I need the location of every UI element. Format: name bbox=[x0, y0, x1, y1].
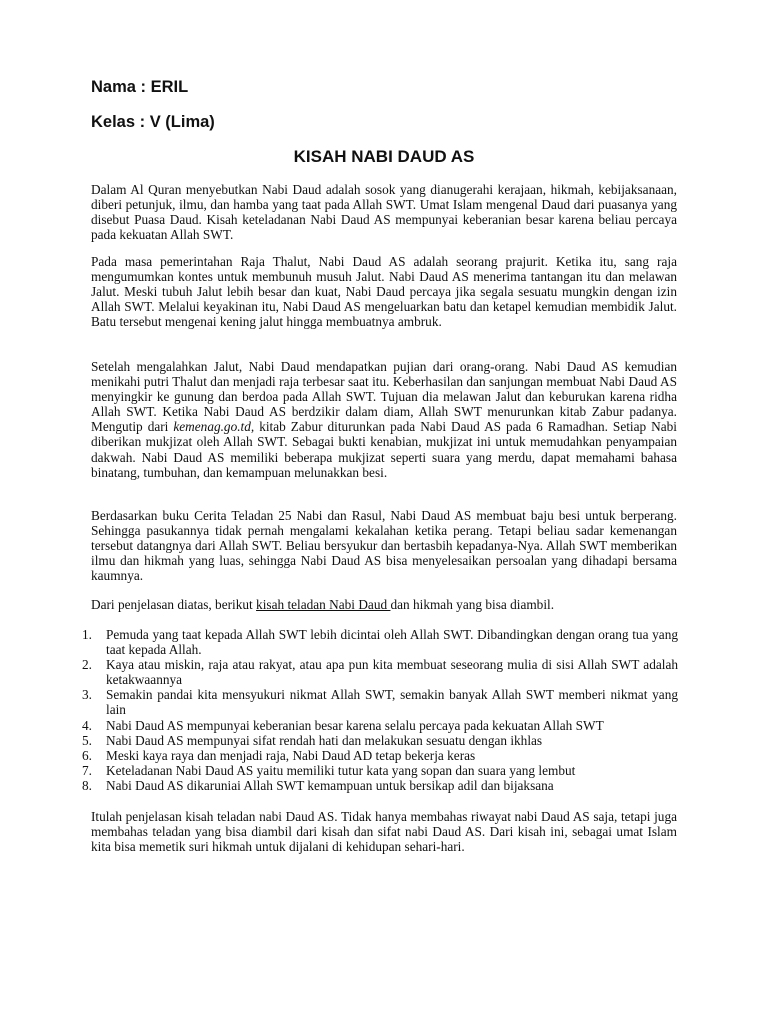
list-item bbox=[72, 657, 678, 687]
document-title: KISAH NABI DAUD AS bbox=[293, 147, 475, 166]
list-item-text: Pemuda yang taat kepada Allah SWT lebih dicintai oleh Allah SWT. Dibandingkan dengan orang tua yang taat kepada Allah. bbox=[106, 627, 678, 658]
kisah-teladan-link[interactable]: kisah teladan Nabi Daud bbox=[256, 597, 391, 612]
list-item-text: Meski kaya raya dan menjadi raja, Nabi Daud AD tetap bekerja keras bbox=[106, 747, 476, 763]
list-item-text: Nabi Daud AS mempunyai keberanian besar karena selalu percaya pada kekuatan Allah SWT bbox=[106, 717, 604, 733]
list-item-number: 6. bbox=[82, 747, 92, 763]
list-intro-part-b: dan hikmah yang bisa diambil. bbox=[390, 597, 555, 612]
list-item-number: 2. bbox=[82, 657, 92, 673]
list-item-number: 4. bbox=[82, 717, 92, 733]
list-item-number: 7. bbox=[82, 762, 92, 778]
paragraph-baju-besi: Berdasarkan buku Cerita Teladan 25 Nabi dan Rasul, Nabi Daud AS membuat baju besi untuk berperang. Sehingga pasukannya tidak pernah mengalami kekalahan ketika perang. Tetapi beliau sadar kemenangan tersebut datangnya dari Allah SWT. Beliau bersyukur dan bertasbih kepadanya-Nya. Allah SWT memberikan ilmu dan hikmah yang luas, sehingga Nabi Daud AS bisa menyelesaikan persoalan yang dihadapi bersama kaumnya. bbox=[91, 508, 677, 584]
list-item bbox=[72, 718, 678, 733]
list-intro-part-a: Dari penjelasan diatas, berikut bbox=[91, 597, 257, 612]
list-item bbox=[72, 733, 678, 748]
list-item bbox=[72, 778, 678, 793]
list-item-number: 1. bbox=[82, 627, 92, 642]
list-item-text: Kaya atau miskin, raja atau rakyat, atau apa pun kita membuat seseorang mulia di sisi Allah SWT adalah ketakwaannya bbox=[106, 657, 678, 688]
paragraph-zabur-part-a: Setelah mengalahkan Jalut, Nabi Daud mendapatkan pujian dari orang-orang. Nabi Daud AS kemudian menikahi putri Thalut dan menjadi raja terbesar saat itu. Keberhasilan dan sanjungan membuat Nabi Daud AS menyingkir ke gunung dan berdoa pada Allah SWT. Tujuan dia melawan Jalut dan keburukan karena ridha Allah SWT. Ketika Nabi Daud AS berdzikir dalam diam, Allah SWT menurunkan kitab Zabur padanya. Mengutip dari bbox=[91, 359, 677, 435]
list-item bbox=[72, 748, 678, 763]
paragraph-list-intro bbox=[91, 597, 677, 612]
paragraph-closing: Itulah penjelasan kisah teladan nabi Daud AS. Tidak hanya membahas riwayat nabi Daud AS saja, tetapi juga membahas teladan yang bisa diambil dari kisah dan sifat nabi Daud AS. Dari kisah ini, sebagai umat Islam kita bisa memetik suri hikmah untuk dijalani di kehidupan sehari-hari. bbox=[91, 809, 677, 855]
list-item-number: 5. bbox=[82, 732, 92, 748]
list-item bbox=[72, 627, 678, 657]
list-item-number: 8. bbox=[82, 777, 92, 793]
paragraph-zabur bbox=[91, 359, 677, 480]
paragraph-zabur-part-b: kitab Zabur diturunkan pada Nabi Daud AS pada 6 Ramadhan. Setiap Nabi diberikan mukjizat oleh Allah SWT. Sebagai bukti kenabian, mukjizat ini untuk memudahkan penyampaian dakwah. Nabi Daud AS memiliki beberapa mukjizat seperti suara yang merdu, dapat memahami bahasa binatang, tumbuhan, dan kemampuan melunakkan besi. bbox=[91, 419, 678, 480]
list-item-text: Nabi Daud AS dikaruniai Allah SWT kemampuan untuk bersikap adil dan bijaksana bbox=[106, 777, 554, 793]
list-item bbox=[72, 687, 678, 717]
student-name: Nama : ERIL bbox=[91, 78, 189, 96]
list-item-number: 3. bbox=[82, 687, 92, 703]
student-class: Kelas : V (Lima) bbox=[91, 113, 215, 131]
list-item-text: Keteladanan Nabi Daud AS yaitu memiliki tutur kata yang sopan dan suara yang lembut bbox=[106, 762, 576, 778]
hikmah-list bbox=[72, 627, 678, 793]
list-item-text: Semakin pandai kita mensyukuri nikmat Allah SWT, semakin banyak Allah SWT memberi nikmat yang lain bbox=[106, 687, 678, 718]
paragraph-intro: Dalam Al Quran menyebutkan Nabi Daud adalah sosok yang dianugerahi kerajaan, hikmah, kebijaksanaan, diberi petunjuk, ilmu, dan hamba yang taat pada Allah SWT. Umat Islam mengenal Daud dari puasanya yang disebut Puasa Daud. Kisah keteladanan Nabi Daud AS mempunyai keberanian besar karena beliau percaya pada kekuatan Allah SWT. bbox=[91, 182, 677, 243]
paragraph-jalut: Pada masa pemerintahan Raja Thalut, Nabi Daud AS adalah seorang prajurit. Ketika itu, sang raja mengumumkan kontes untuk membunuh musuh Jalut. Nabi Daud AS menerima tantangan itu dan melawan Jalut. Meski tubuh Jalut lebih besar dan kuat, Nabi Daud percaya jika segala sesuatu mungkin dengan izin Allah SWT. Melalui keyakinan itu, Nabi Daud AS mengeluarkan batu dan ketapel kemudian membidik Jalut. Batu tersebut mengenai kening jalut hingga membuatnya ambruk. bbox=[91, 254, 677, 330]
list-item bbox=[72, 763, 678, 778]
source-reference: kemenag.go.td, bbox=[173, 419, 255, 435]
list-item-text: Nabi Daud AS mempunyai sifat rendah hati dan melakukan sesuatu dengan ikhlas bbox=[106, 732, 543, 748]
